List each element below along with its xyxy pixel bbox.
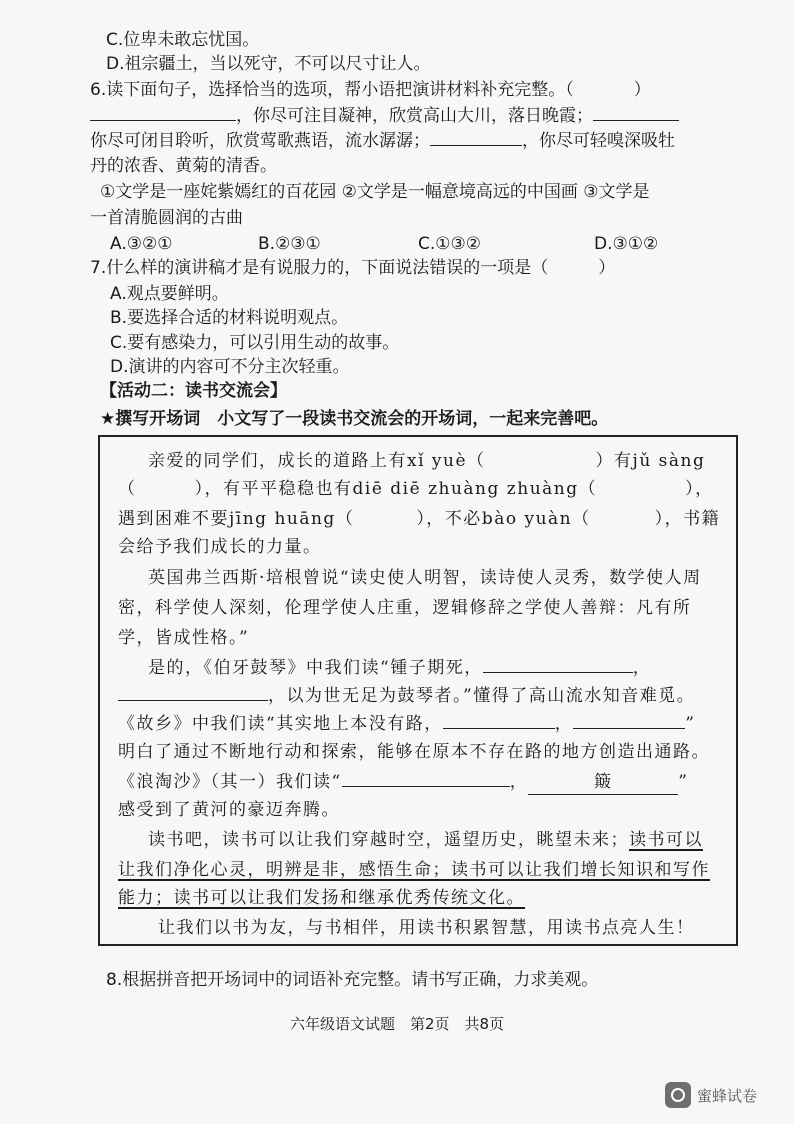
box-para3-line1 [148, 656, 651, 680]
box-text: 遇到困难不要 [118, 509, 229, 529]
watermark-text: 蜜蜂试卷 [697, 1086, 758, 1105]
pinyin-xi-yue: xǐ yuè [407, 451, 468, 471]
q7-option-c: C.要有感染力，可以引用生动的故事。 [110, 333, 400, 353]
box-text: ” [678, 772, 689, 792]
q6-stem-text: 6.读下面句子，选择恰当的选项，帮小语把演讲材料补充完整。（ [90, 80, 574, 100]
box-text: ）， [685, 479, 714, 499]
box-text: （ [578, 479, 598, 499]
q6-stem-close: ） [633, 80, 651, 100]
q6-option-a: A.③②① [110, 234, 173, 254]
q7-stem-close: ） [598, 258, 616, 278]
q5-option-c: C.位卑未敢忘忧国。 [106, 30, 260, 50]
pinyin-ju-sang: jǔ sàng [632, 451, 706, 471]
poem-blank-2[interactable] [118, 700, 268, 701]
box-text: 亲爱的同学们，成长的道路上有 [148, 451, 407, 471]
box-text: ），有平平稳稳也有 [194, 479, 353, 499]
box-para4-line2: 让我们净化心灵，明辨是非，感悟生命；读书可以让我们增长知识和写作 [118, 860, 710, 880]
box-text: ， [509, 772, 529, 792]
poem-blank-1[interactable] [483, 672, 633, 673]
box-para3-line6: 感受到了黄河的豪迈奔腾。 [118, 800, 340, 820]
box-para2-line1: 英国弗兰西斯·培根曾说“读史使人明智，读诗使人灵秀，数学使人周 [148, 568, 702, 588]
q6-stem [90, 78, 651, 102]
box-para2-line2: 密，科学使人深刻，伦理学使人庄重，逻辑修辞之学使人善辩：凡有所 [118, 598, 692, 618]
box-para1-line2 [118, 477, 714, 501]
box-text: 《故乡》中我们读“其实地上本没有路， [118, 714, 443, 734]
q6-line-3-text: 你尽可闭目聆听，欣赏莺歌燕语，流水潺潺； [90, 131, 430, 151]
q7-option-d: D.演讲的内容可不分主次轻重。 [110, 357, 350, 377]
poem-blank-5[interactable] [342, 786, 510, 787]
handwritten-char: 簸 [593, 772, 613, 792]
box-text: （ [467, 451, 486, 471]
star-icon: ★ [100, 409, 116, 429]
box-para3-line5 [118, 770, 688, 795]
page-footer: 六年级语文试题 第2页 共8页 [289, 1015, 505, 1033]
box-para1-line3 [118, 507, 720, 531]
poem-blank-4[interactable] [573, 728, 685, 729]
q6-line-3-text-b: ，你尽可轻嗅深吸牡 [522, 131, 675, 151]
box-para4-line1 [148, 828, 703, 852]
pinyin-bao-yuan: bào yuàn [481, 509, 573, 529]
q7-stem-text: 7.什么样的演讲稿才是有说服力的，下面说法错误的一项是（ [90, 258, 549, 278]
box-text: ）有 [595, 451, 633, 471]
box-text: ， [554, 714, 574, 734]
box-para1-line1 [148, 449, 705, 473]
underlined-text: 读书可以 [629, 830, 703, 850]
watermark [665, 1082, 757, 1108]
q6-option-c: C.①③② [418, 234, 481, 254]
box-text: （ [572, 509, 591, 529]
q6-blank-1[interactable] [90, 120, 236, 121]
q7-stem [90, 256, 615, 280]
q6-line-2-text: ，你尽可注目凝神，欣赏高山大川，落日晚霞； [236, 106, 593, 126]
box-text: （ [118, 479, 137, 499]
q6-line-2 [90, 104, 679, 128]
box-para3-line3 [118, 712, 695, 736]
box-para3-line2 [118, 684, 695, 708]
activity2-task-text: 撰写开场词 小文写了一段读书交流会的开场词，一起来完善吧。 [115, 409, 609, 429]
q6-line-3 [90, 129, 675, 153]
q6-option-d: D.③①② [594, 234, 659, 254]
q6-line-4: 丹的浓香、黄菊的清香。 [90, 156, 277, 176]
activity2-task [100, 407, 608, 431]
box-text: ），不必 [416, 509, 482, 529]
box-text: （ [335, 509, 355, 529]
q6-blank-2[interactable] [593, 120, 679, 121]
box-text: ，以为世无足为鼓琴者。”懂得了高山流水知音难觅。 [268, 686, 696, 706]
pinyin-jing-huang: jīng huāng [229, 509, 336, 529]
pinyin-die-die-zhuang-zhuang: diē diē zhuàng zhuàng [352, 479, 579, 499]
q7-option-a: A.观点要鲜明。 [110, 284, 229, 304]
q5-option-d: D.祖宗疆土，当以死守，不可以尺寸让人。 [106, 54, 431, 74]
box-para1-line4: 会给予我们成长的力量。 [118, 537, 322, 557]
box-para2-line3: 学，皆成性格。” [118, 628, 250, 648]
box-text: ” [685, 714, 696, 734]
q6-option-b: B.②③① [258, 234, 321, 254]
q6-blank-3[interactable] [430, 145, 522, 146]
search-logo-icon [665, 1082, 691, 1108]
box-para3-line4: 明白了通过不断地行动和探索，能够在原本不存在路的地方创造出通路。 [118, 742, 710, 762]
box-text: 是的，《伯牙鼓琴》中我们读“锺子期死， [148, 658, 483, 678]
box-text: 《浪淘沙》（其一）我们读“ [118, 772, 342, 792]
q7-option-b: B.要选择合适的材料说明观点。 [110, 308, 349, 328]
activity2-title: 【活动二：读书交流会】 [100, 381, 287, 401]
box-para5: 让我们以书为友，与书相伴，用读书积累智慧，用读书点亮人生！ [158, 918, 695, 938]
q6-line-6: 一首清脆圆润的古曲 [90, 208, 243, 228]
box-text: 读书吧，读书可以让我们穿越时空，遥望历史，眺望未来； [148, 830, 629, 850]
box-text: ），书籍 [654, 509, 721, 529]
box-para4-line3: 能力；读书可以让我们发扬和继承优秀传统文化。 [118, 888, 525, 908]
q8-stem: 8.根据拼音把开场词中的词语补充完整。请书写正确，力求美观。 [106, 970, 599, 990]
poem-blank-3[interactable] [443, 728, 555, 729]
box-text: ， [632, 658, 652, 678]
poem-blank-6[interactable] [528, 770, 678, 795]
q6-line-5: ①文学是一座姹紫嫣红的百花园 ②文学是一幅意境高远的中国画 ③文学是 [100, 182, 650, 202]
